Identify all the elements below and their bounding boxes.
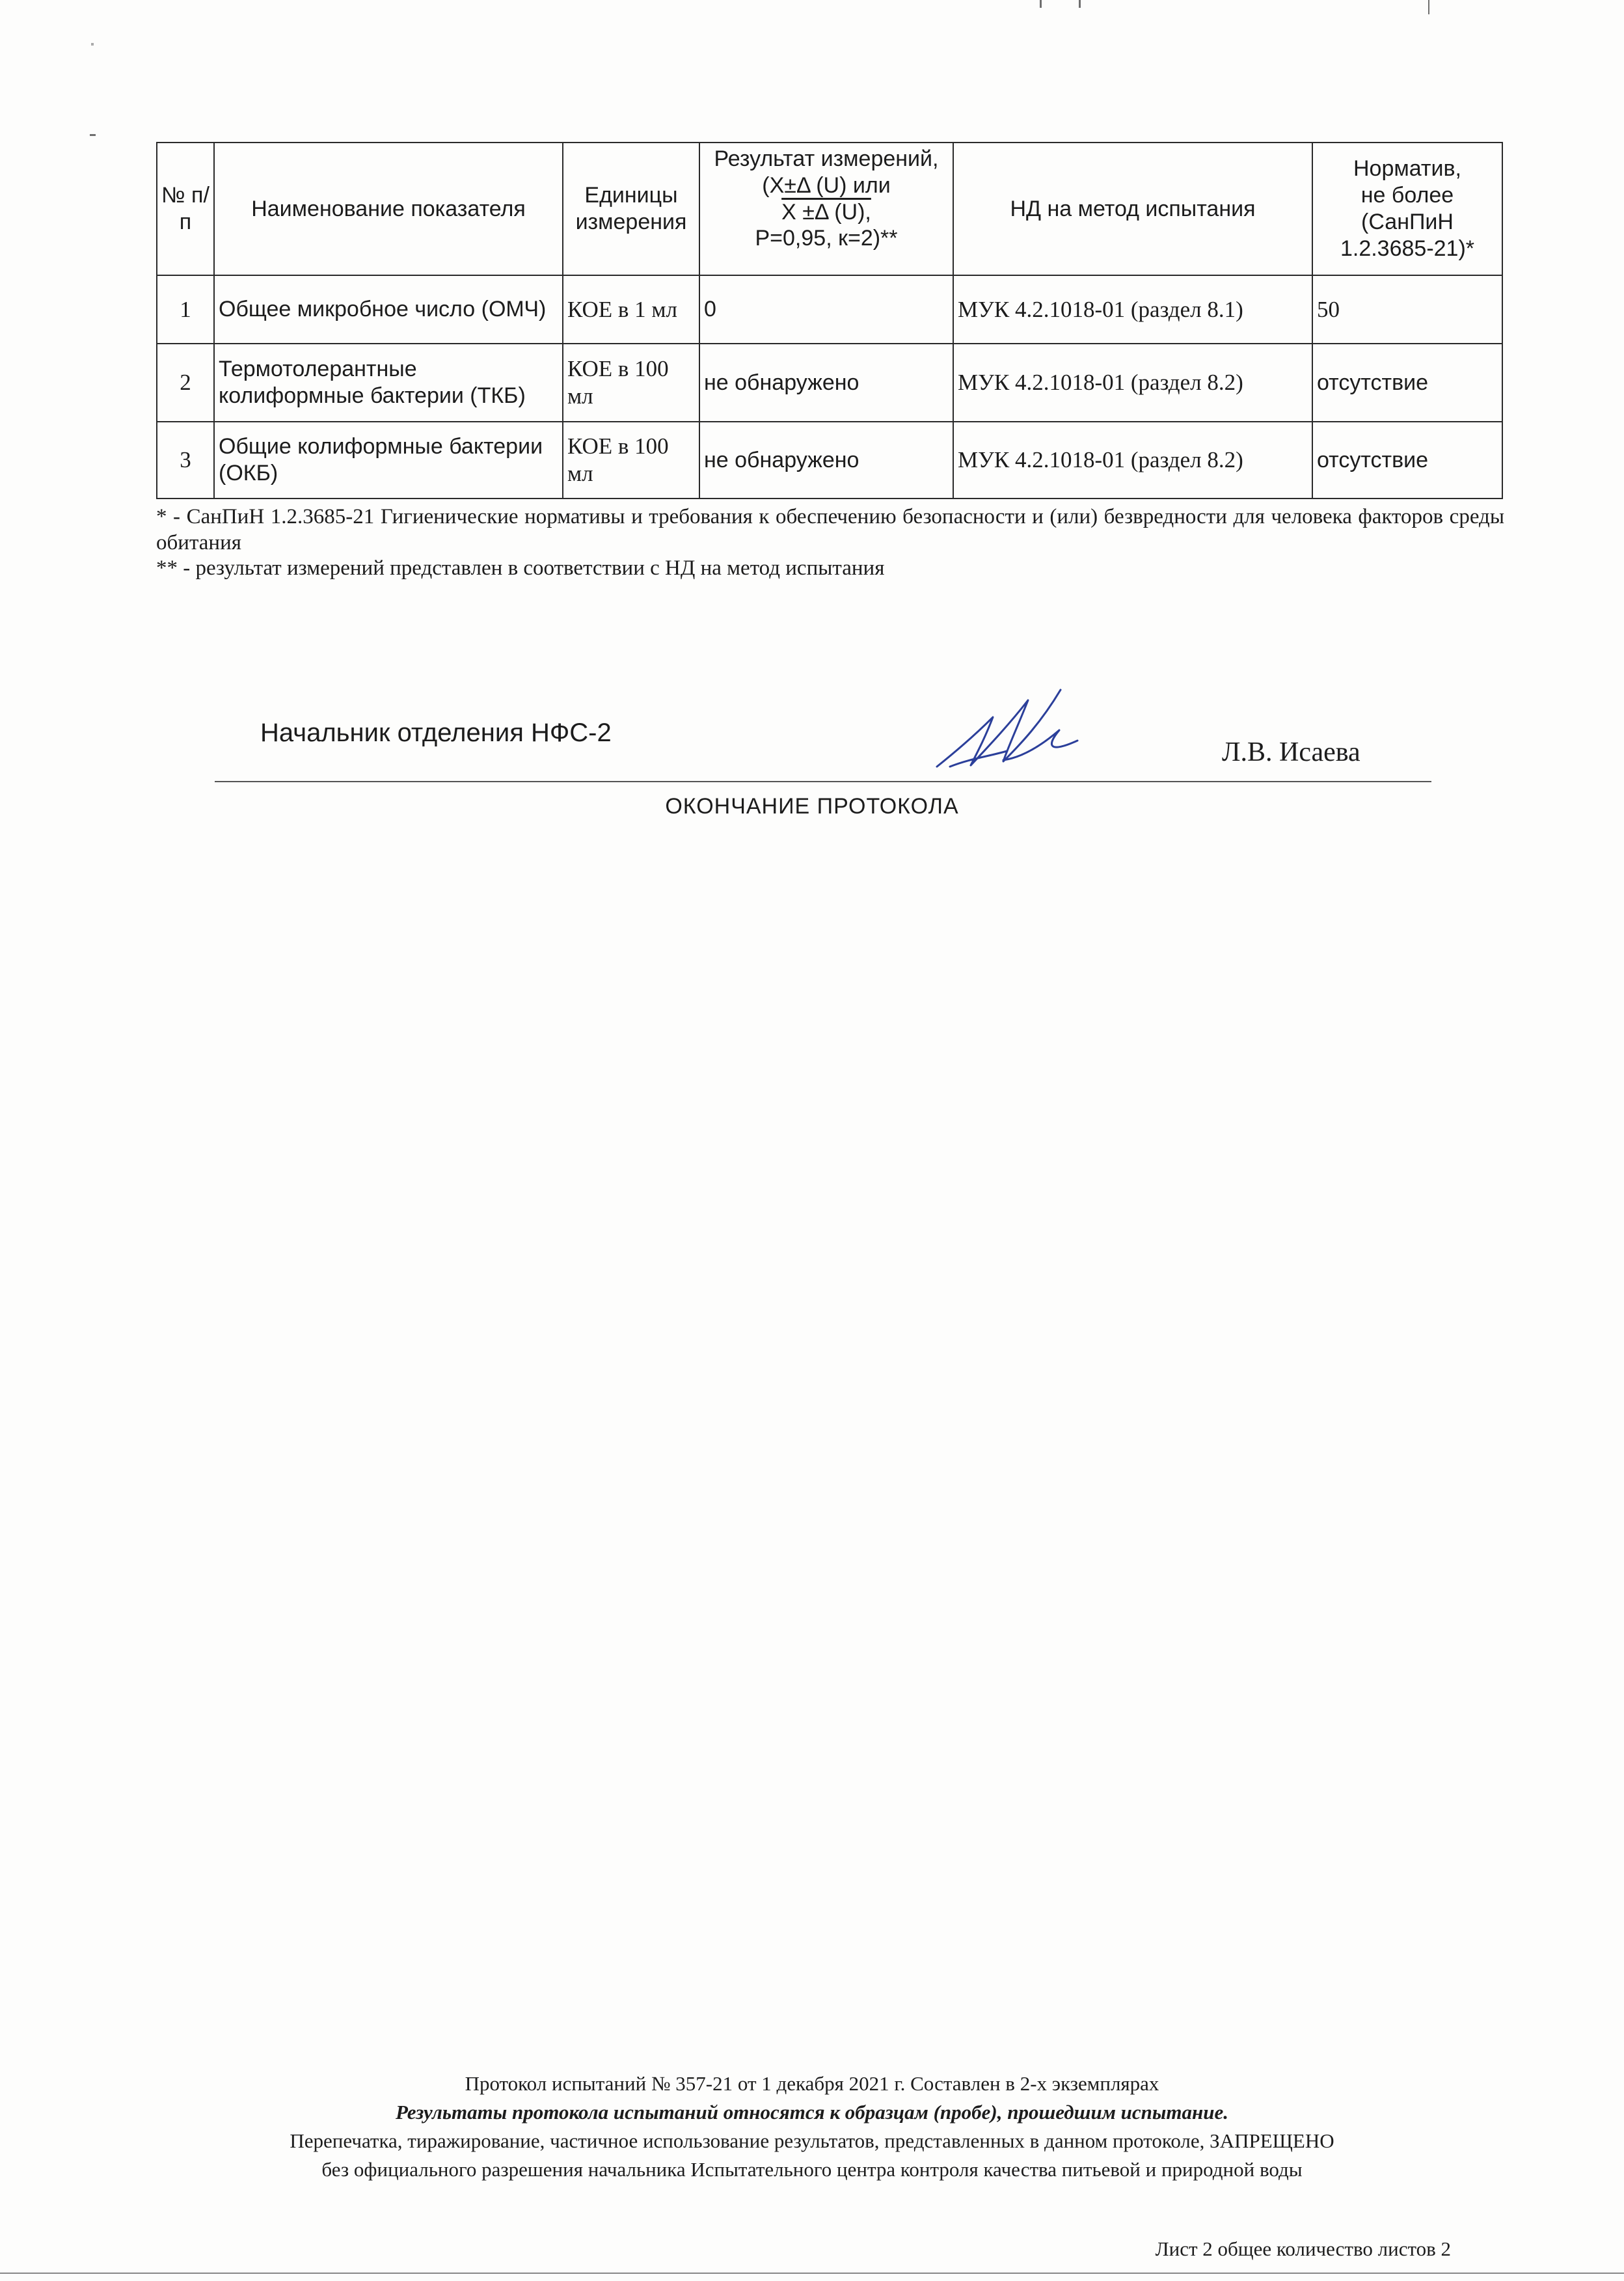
page-footer: [0, 2069, 1624, 2184]
header-norm-line4: 1.2.3685-21)*: [1340, 236, 1475, 261]
table-row: [157, 275, 1502, 344]
cell-method: МУК 4.2.1018-01 (раздел 8.2): [953, 344, 1312, 422]
cell-result: не обнаружено: [699, 344, 953, 422]
header-norm-line1: Норматив,: [1353, 156, 1461, 182]
footer-permission-note: без официального разрешения начальника Испытательного центра контроля качества питьевой и природной воды: [321, 2158, 1303, 2181]
cell-norm: отсутствие: [1312, 422, 1502, 499]
cell-number: 3: [157, 422, 214, 499]
cell-method: МУК 4.2.1018-01 (раздел 8.2): [953, 422, 1312, 499]
scan-mark-top: [1079, 0, 1081, 8]
header-method: НД на метод испытания: [953, 143, 1312, 275]
header-units: Единицы измерения: [563, 143, 699, 275]
footnote-sanpin: * - СанПиН 1.2.3685-21 Гигиенические нормативы и требования к обеспечению безопасности и (или) безвредности для человека факторов среды обитания: [156, 505, 1504, 554]
footer-protocol-info: Протокол испытаний № 357-21 от 1 декабря 2021 г. Составлен в 2-х экземплярах: [465, 2072, 1159, 2095]
scan-mark-left: [91, 43, 94, 46]
cell-norm: отсутствие: [1312, 344, 1502, 422]
footer-copy-warning: Перепечатка, тиражирование, частичное использование результатов, представленных в данном протоколе, ЗАПРЕЩЕНО: [290, 2129, 1334, 2153]
header-result-line4: P=0,95, к=2)**: [755, 226, 898, 251]
header-result-line2: (X±Δ (U) или: [762, 172, 891, 198]
header-number: № п/п: [157, 143, 214, 275]
footnotes: [156, 504, 1504, 582]
table-header-row: [157, 143, 1502, 275]
cell-result: 0: [699, 275, 953, 344]
signatory-name: Л.В. Исаева: [1222, 737, 1360, 767]
cell-units: КОЕ в 1 мл: [563, 275, 699, 344]
scan-mark-top: [1428, 0, 1429, 14]
header-result-line3: X ±Δ (U),: [781, 199, 871, 225]
signatory-position: Начальник отделения НФС-2: [260, 718, 612, 747]
cell-number: 2: [157, 344, 214, 422]
results-table: [156, 142, 1503, 499]
cell-method: МУК 4.2.1018-01 (раздел 8.1): [953, 275, 1312, 344]
header-norm-line2: не более: [1360, 183, 1454, 208]
cell-indicator: Общее микробное число (ОМЧ): [214, 275, 563, 344]
scan-mark-left: [90, 134, 96, 136]
cell-indicator: Термотолерантные колиформные бактерии (ТКБ): [214, 344, 563, 422]
cell-indicator: Общие колиформные бактерии (ОКБ): [214, 422, 563, 499]
header-norm: [1312, 143, 1502, 275]
end-of-protocol: ОКОНЧАНИЕ ПРОТОКОЛА: [665, 794, 959, 819]
sheet-number: Лист 2 общее количество листов 2: [1155, 2237, 1451, 2260]
handwritten-signature: [930, 683, 1087, 781]
header-result: [699, 143, 953, 275]
header-result-line1: Результат измерений,: [714, 146, 939, 171]
table-row: [157, 422, 1502, 499]
cell-units: КОЕ в 100 мл: [563, 344, 699, 422]
scan-mark-top: [1040, 0, 1042, 8]
bottom-edge-line: [0, 2273, 1624, 2274]
footnote-result: ** - результат измерений представлен в соответствии с НД на метод испытания: [156, 556, 885, 580]
footer-results-note: Результаты протокола испытаний относятся к образцам (пробе), прошедшим испытание.: [395, 2101, 1229, 2124]
cell-norm: 50: [1312, 275, 1502, 344]
cell-result: не обнаружено: [699, 422, 953, 499]
header-norm-line3: (СанПиН: [1361, 210, 1454, 234]
cell-units: КОЕ в 100 мл: [563, 422, 699, 499]
header-indicator: Наименование показателя: [214, 143, 563, 275]
signature-divider: [215, 781, 1431, 782]
cell-number: 1: [157, 275, 214, 344]
table-row: [157, 344, 1502, 422]
